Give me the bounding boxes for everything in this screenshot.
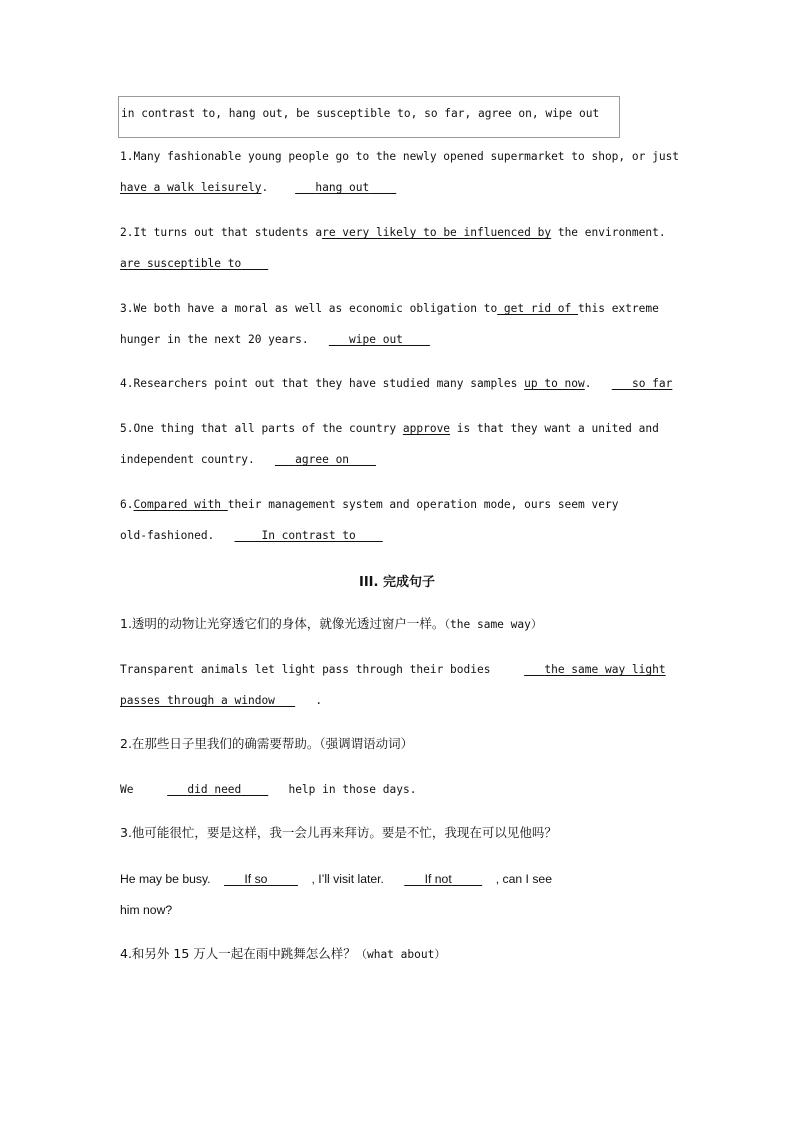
q1-line1: 1.Many fashionable young people go to the newly opened supermarket to shop, or just xyxy=(120,150,680,163)
q1-underlined: have a walk leisurely xyxy=(120,181,262,194)
s3-q3-answer1: If so xyxy=(244,872,268,886)
section-heading: III. 完成句子 xyxy=(359,575,435,590)
q6-line2: old-fashioned. In contrast to xyxy=(120,528,383,544)
q5-line1: 5.One thing that all parts of the country approve is that they want a united and xyxy=(120,422,659,435)
s3-q4-zh: 4.和另外 15 万人一起在雨中跳舞怎么样？（what about） xyxy=(120,946,446,961)
s3-q1-en2: passes through a window . xyxy=(120,694,323,707)
word-bank-text: in contrast to, hang out, be susceptible to, so far, agree on, wipe out xyxy=(121,107,600,120)
q5-underlined: approve xyxy=(402,422,451,435)
q6-underlined: Compared with xyxy=(133,498,228,511)
q4-underlined: up to now xyxy=(524,377,585,390)
q4-answer: so far xyxy=(631,377,673,390)
q6-line1: 6.Compared with their management system and operation mode, ours seem very xyxy=(120,498,619,511)
s3-q3-zh: 3.他可能很忙，要是这样，我一会儿再来拜访。要是不忙，我现在可以见他吗？ xyxy=(120,825,557,840)
s3-q2-zh: 2.在那些日子里我们的确需要帮助。（强调谓语动词） xyxy=(120,736,414,751)
s3-q2-en: We did need help in those days. xyxy=(120,783,417,796)
s3-q3-en1: He may be busy. If so , I’ll visit later. If not , can I see xyxy=(120,872,552,886)
q3-underlined: get rid of xyxy=(497,302,579,315)
q2-line1: 2.It turns out that students are very likely to be influenced by the environment. xyxy=(120,226,666,239)
s3-q2-answer: did need xyxy=(187,783,242,796)
q2-line2 xyxy=(120,256,268,272)
s3-q1-en1: Transparent animals let light pass through their bodies the same way light xyxy=(120,663,666,676)
s3-q1-zh: 1.透明的动物让光穿透它们的身体，就像光透过窗户一样。（the same way） xyxy=(120,616,543,631)
q5-answer: agree on xyxy=(295,453,350,466)
q3-line2: hunger in the next 20 years. wipe out xyxy=(120,332,430,348)
s3-q3-en2: him now? xyxy=(120,903,173,917)
q4-line: 4.Researchers point out that they have studied many samples up to now. so far xyxy=(120,377,673,390)
s3-q3-answer2: If not xyxy=(424,872,452,886)
word-bank-box xyxy=(118,96,620,138)
q3-line1: 3.We both have a moral as well as economic obligation to get rid of this extreme xyxy=(120,302,659,315)
s3-q1-answer2: passes through a window xyxy=(120,694,275,707)
q3-answer: wipe out xyxy=(349,333,403,346)
q2-answer: are susceptible to xyxy=(120,257,242,270)
q2-underlined: re very likely to be influenced by xyxy=(322,226,552,239)
q5-line2: independent country. agree on xyxy=(120,452,376,468)
s3-q1-answer1: the same way light xyxy=(544,663,666,676)
q1-answer: hang out xyxy=(315,181,370,194)
q6-answer: In contrast to xyxy=(261,529,356,542)
q1-line2: have a walk leisurely. hang out xyxy=(120,180,396,196)
